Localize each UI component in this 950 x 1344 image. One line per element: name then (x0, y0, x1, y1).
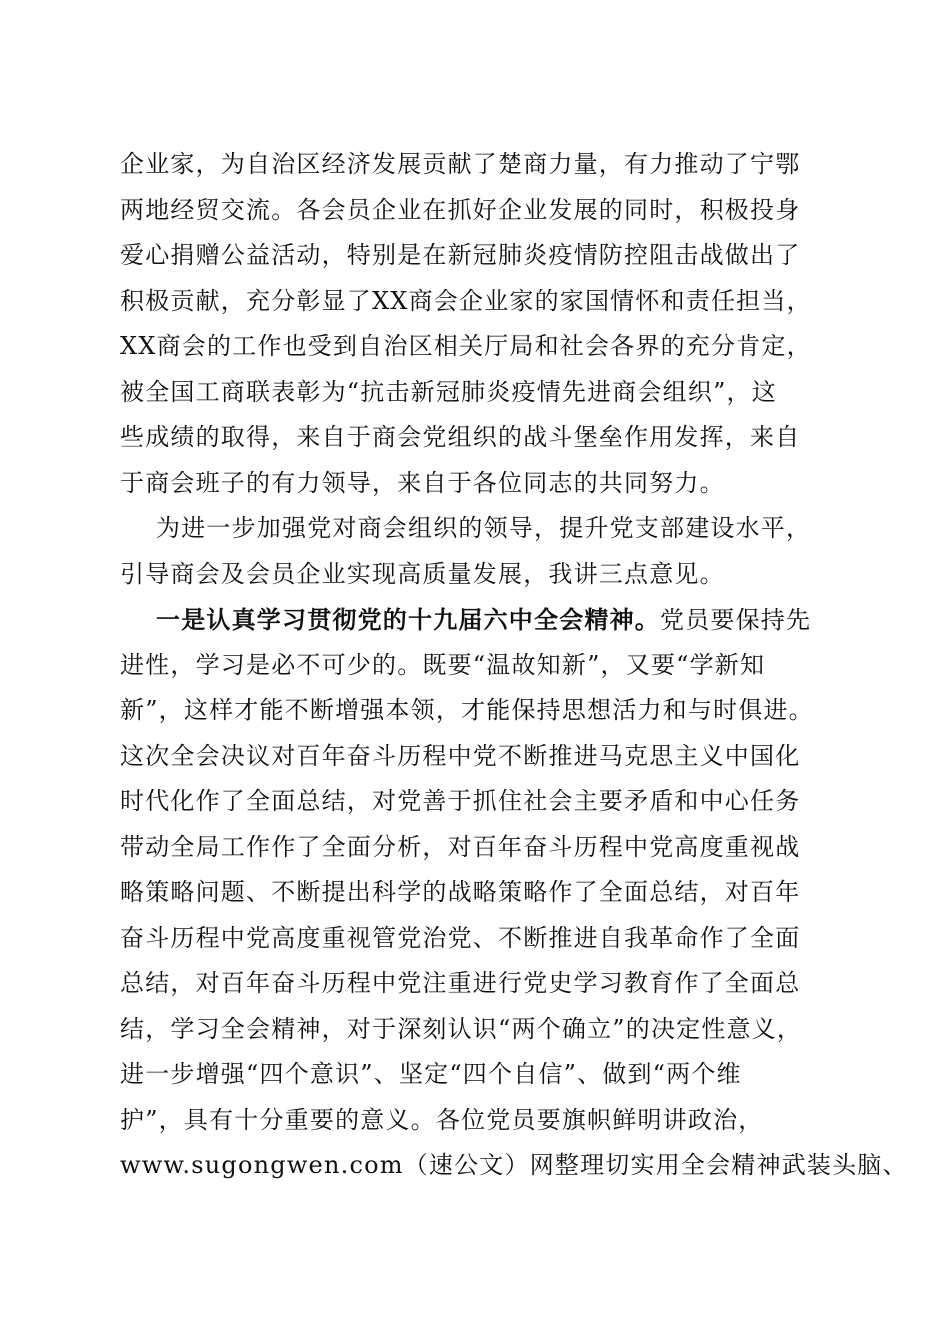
text-line: 被全国工商联表彰为“抗击新冠肺炎疫情先进商会组织”，这 (120, 377, 777, 406)
text-line: 奋斗历程中党高度重视管党治党、不断推进自我革命作了全面 (120, 923, 801, 952)
text-line: 积极贡献，充分彰显了XX商会企业家的家国情怀和责任担当， (120, 286, 812, 315)
paragraph-intro-opinions (120, 506, 840, 597)
text-line: 两地经贸交流。各会员企业在抓好企业发展的同时，积极投身 (120, 195, 801, 224)
paragraph-achievements (120, 142, 840, 506)
text-line: 进性，学习是必不可少的。既要“温故知新”，又要“学新知 (120, 650, 766, 679)
text-line: XX商会的工作也受到自治区相关厅局和社会各界的充分肯定， (120, 332, 812, 360)
text-line: 爱心捐赠公益活动，特别是在新冠肺炎疫情防控阻击战做出了 (120, 241, 801, 269)
text-line: 这次全会决议对百年奋斗历程中党不断推进马克思主义中国化 (120, 741, 801, 770)
text-line: 于商会班子的有力领导，来自于各位同志的共同努力。 (120, 468, 725, 497)
text-line: 新”，这样才能不断增强本领，才能保持思想活力和与时俱进。 (120, 696, 814, 724)
text-line: 总结，对百年奋斗历程中党注重进行党史学习教育作了全面总 (120, 969, 801, 997)
text-line: 护”，具有十分重要的意义。各位党员要旗帜鲜明讲政治， (120, 1105, 764, 1134)
point-one-heading: 一是认真学习贯彻党的十九届六中全会精神。 (156, 605, 660, 634)
text-line: 时代化作了全面总结，对党善于抓住社会主要矛盾和中心任务 (120, 787, 801, 815)
point-one-first-line-rest: 党员要保持先 (660, 606, 812, 634)
text-line: 进一步增强“四个意识”、坚定“四个自信”、做到“两个维 (120, 1060, 742, 1088)
text-line: www.sugongwen.com（速公文）网整理切实用全会精神武装头脑、 (120, 1151, 908, 1179)
text-line: 企业家，为自治区经济发展贡献了楚商力量，有力推动了宁鄂 (120, 150, 801, 178)
text-line: 略策略问题、不断提出科学的战略策略作了全面总结，对百年 (120, 878, 801, 906)
text-line: 结，学习全会精神，对于深刻认识“两个确立”的决定性意义， (120, 1014, 803, 1043)
paragraph-point-one (120, 597, 908, 1189)
text-line: 引导商会及会员企业实现高质量发展，我讲三点意见。 (120, 559, 725, 588)
text-line: 些成绩的取得，来自于商会党组织的战斗堡垒作用发挥，来自 (120, 423, 801, 451)
text-line: 带动全局工作作了全面分析，对百年奋斗历程中党高度重视战 (120, 832, 801, 861)
document-body (120, 142, 908, 1189)
text-line: 为进一步加强党对商会组织的领导，提升党支部建设水平， (156, 514, 812, 542)
text-line (120, 597, 840, 643)
